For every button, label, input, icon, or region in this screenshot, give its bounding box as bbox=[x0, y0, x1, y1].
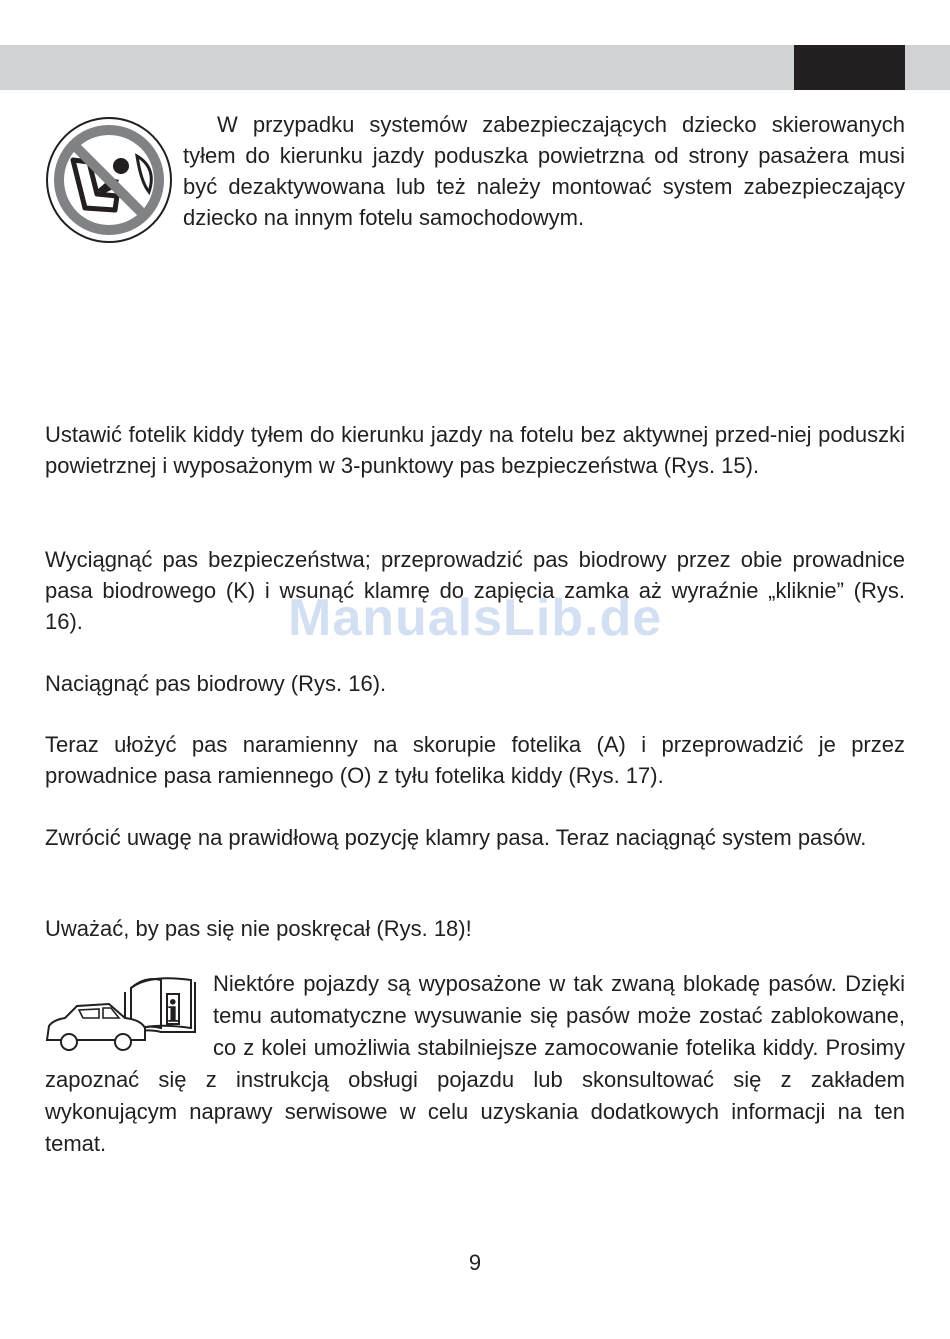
info-note-text: Niektóre pojazdy są wyposażone w tak zwaną blokadę pasów. Dzięki temu automatyczne wysuwanie się pasów może zostać zablokowane, co z kolei umożliwia stabilniejsze zamocowanie fotelika kiddy. Prosimy zapoznać się z instrukcją obsługi pojazdu lub skonsultować się z zakładem wykonującym naprawy serwisowe w celu uzyskania dodatkowych informacji na ten temat. bbox=[45, 971, 905, 1156]
paragraph-4: Teraz ułożyć pas naramienny na skorupie fotelika (A) i przeprowadzić je przez prowadnice pasa ramiennego (O) z tyłu fotelika kiddy (Rys. 17). bbox=[45, 732, 905, 788]
watermark: ManualsLib.de bbox=[288, 589, 663, 647]
paragraph-2: Wyciągnąć pas bezpieczeństwa; przeprowadzić pas biodrowy przez obie prowadnice pasa biodrowego (K) i wsunąć klamrę do zapięcia zamka aż wyraźnie „kliknie” (Rys. 16). bbox=[45, 547, 905, 634]
paragraph-3: Naciągnąć pas biodrowy (Rys. 16). bbox=[45, 671, 387, 696]
no-rear-facing-seat-airbag-icon bbox=[45, 116, 173, 244]
paragraph-5: Zwrócić uwagę na prawidłową pozycję klamry pasa. Teraz naciągnąć system pasów. bbox=[45, 825, 867, 850]
svg-text:i: i bbox=[167, 995, 179, 1030]
car-manual-info-icon bbox=[45, 970, 200, 1060]
info-note bbox=[45, 968, 905, 1160]
header-tab bbox=[794, 45, 905, 90]
page-number: 9 bbox=[468, 1250, 482, 1275]
paragraph-1: Ustawić fotelik kiddy tyłem do kierunku jazdy na fotelu bez aktywnej przed-niej poduszki powietrznej i wyposażonym w 3-punktowy pas bezpieczeństwa (Rys. 15). bbox=[45, 422, 905, 478]
intro-warning-text: W przypadku systemów zabezpieczających dziecko skierowanych tyłem do kierunku jazdy poduszka powietrzna od strony pasażera musi być dezaktywowana lub też należy montować system zabezpieczający dziecko na innym fotelu samochodowym. bbox=[183, 112, 905, 230]
paragraph-6: Uważać, by pas się nie poskręcał (Rys. 18)! bbox=[45, 916, 472, 941]
